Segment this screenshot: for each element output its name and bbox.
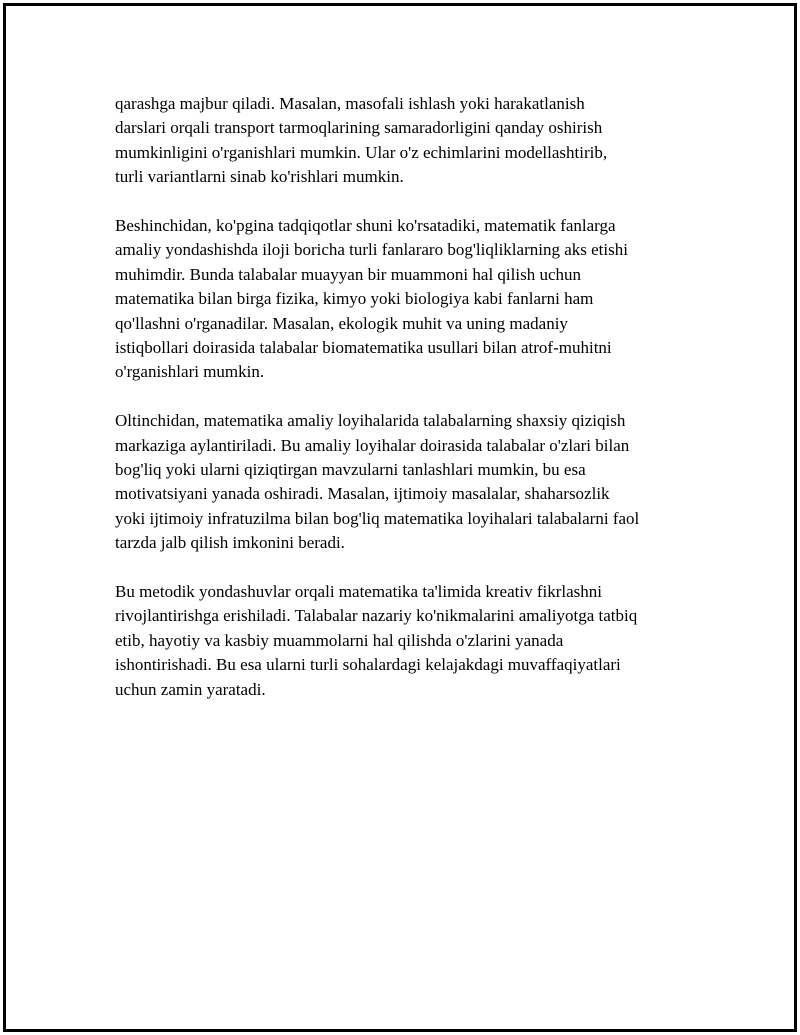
document-body (115, 92, 705, 727)
text-line: etib, hayotiy va kasbiy muammolarni hal qilishda o'zlarini yanada (115, 630, 564, 650)
text-line: bog'liq yoki ularni qiziqtirgan mavzularni tanlashlari mumkin, bu esa (115, 460, 586, 480)
paragraph-3 (115, 409, 705, 555)
paragraph-4 (115, 580, 705, 702)
text-line: o'rganishlari mumkin. (115, 362, 265, 382)
text-line: qarashga majbur qiladi. Masalan, masofali ishlash yoki harakatlanish (115, 94, 585, 113)
text-line: tarzda jalb qilish imkonini beradi. (115, 533, 345, 553)
text-line: darslari orqali transport tarmoqlarining samaradorligini qanday oshirish (115, 118, 603, 138)
text-line: yoki ijtimoiy infratuzilma bilan bog'liq matematika loyihalari talabalarni faol (115, 508, 640, 528)
text-line: ishontirishadi. Bu esa ularni turli sohalardagi kelajakdagi muvaffaqiyatlari (115, 655, 621, 675)
text-line: markaziga aylantiriladi. Bu amaliy loyihalar doirasida talabalar o'zlari bilan (115, 435, 630, 455)
text-line: uchun zamin yaratadi. (115, 679, 266, 699)
text-line: Beshinchidan, ko'pgina tadqiqotlar shuni ko'rsatadiki, matematik fanlarga (115, 216, 616, 236)
text-line: muhimdir. Bunda talabalar muayyan bir muammoni hal qilish uchun (115, 264, 581, 284)
text-line: motivatsiyani yanada oshiradi. Masalan, ijtimoiy masalalar, shaharsozlik (115, 484, 610, 504)
paragraph-1 (115, 92, 705, 190)
text-line: amaliy yondashishda iloji boricha turli fanlararo bog'liqliklarning aks etishi (115, 240, 628, 260)
paragraph-2 (115, 214, 705, 385)
text-line: Bu metodik yondashuvlar orqali matematika ta'limida kreativ fikrlashni (115, 582, 602, 602)
text-line: turli variantlarni sinab ko'rishlari mumkin. (115, 167, 404, 187)
text-line: rivojlantirishga erishiladi. Talabalar nazariy ko'nikmalarini amaliyotga tatbiq (115, 606, 638, 626)
text-line: Oltinchidan, matematika amaliy loyihalarida talabalarning shaxsiy qiziqish (115, 411, 626, 431)
text-line: mumkinligini o'rganishlari mumkin. Ular o'z echimlarini modellashtirib, (115, 142, 608, 162)
text-line: matematika bilan birga fizika, kimyo yoki biologiya kabi fanlarni ham (115, 289, 594, 309)
text-line: istiqbollari doirasida talabalar biomatematika usullari bilan atrof-muhitni (115, 338, 612, 358)
text-line: qo'llashni o'rganadilar. Masalan, ekologik muhit va uning madaniy (115, 313, 568, 333)
